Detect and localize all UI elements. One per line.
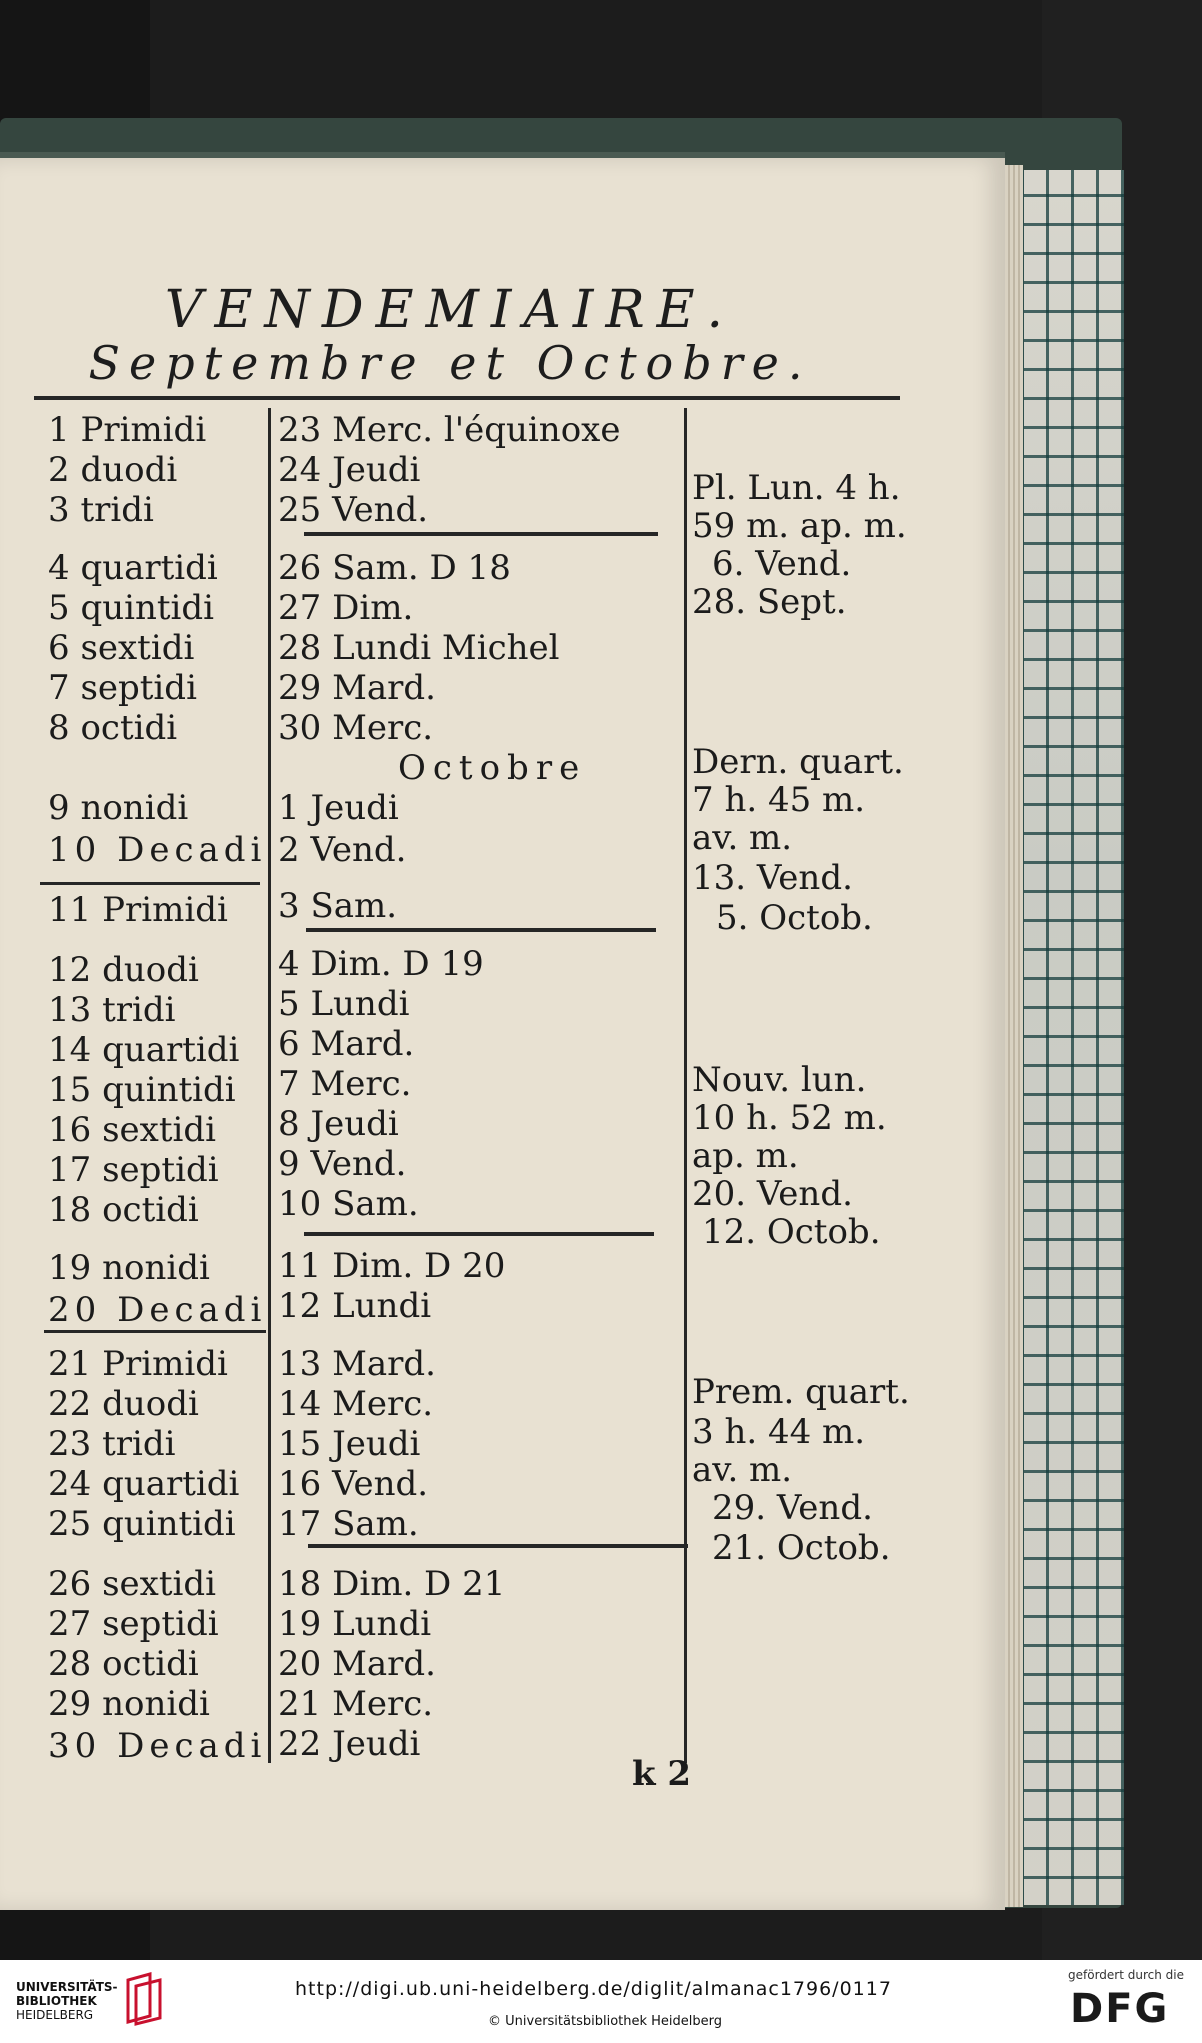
republican-day: 27 septidi [48,1604,219,1644]
column-divider-right [684,408,687,1763]
copyright-notice: © Universitätsbibliothek Heidelberg [488,2014,723,2029]
moon-note: 59 m. ap. m. [692,506,907,546]
month-heading-octobre: Octobre [398,748,587,788]
republican-day: 5 quintidi [48,588,215,628]
decade-rule-2 [44,1330,266,1333]
week-rule-2 [306,928,656,932]
library-name [16,1980,118,2022]
republican-day: 4 quartidi [48,548,218,588]
moon-note: 10 h. 52 m. [692,1098,887,1138]
moon-note: 21. Octob. [712,1528,891,1568]
moon-note: 28. Sept. [692,582,847,622]
library-line: UNIVERSITÄTS- [16,1980,118,1994]
republican-day: 11 Primidi [48,890,228,930]
gregorian-day: 17 Sam. [278,1504,419,1544]
gregorian-day: 30 Merc. [278,708,434,748]
calendar-page [0,152,1005,1910]
republican-day: 25 quintidi [48,1504,236,1544]
republican-day: 7 septidi [48,668,197,708]
permalink-url[interactable]: http://digi.ub.uni-heidelberg.de/diglit/almanac1796/0117 [295,1978,892,2000]
gregorian-day: 1 Jeudi [278,788,399,828]
republican-day: 8 octidi [48,708,178,748]
library-line: HEIDELBERG [16,2008,94,2022]
republican-day-decadi: 30 Decadi [48,1726,267,1766]
republican-day: 1 Primidi [48,410,207,450]
gregorian-day: 14 Merc. [278,1384,434,1424]
gregorian-day: 15 Jeudi [278,1424,421,1464]
gregorian-day: 3 Sam. [278,886,398,926]
republican-day: 12 duodi [48,950,199,990]
gregorian-day: 26 Sam. D 18 [278,548,511,588]
gregorian-day: 28 Lundi Michel [278,628,560,668]
republican-day-decadi: 20 Decadi [48,1290,267,1330]
marbled-edge [1020,170,1124,1905]
moon-note: 12. Octob. [702,1212,881,1252]
republican-day: 9 nonidi [48,788,189,828]
dfg-logo: DFG [1070,1986,1170,2032]
moon-note: Nouv. lun. [692,1060,867,1100]
gregorian-day: 10 Sam. [278,1184,419,1224]
week-rule-3 [304,1232,654,1236]
republican-day: 19 nonidi [48,1248,210,1288]
gregorian-day: 11 Dim. D 20 [278,1246,506,1286]
moon-note: 20. Vend. [692,1174,853,1214]
moon-note: 3 h. 44 m. [692,1412,866,1452]
gregorian-day: 8 Jeudi [278,1104,399,1144]
header-rule [34,396,900,400]
moon-note: 7 h. 45 m. [692,780,866,820]
moon-note: av. m. [692,1450,793,1490]
moon-note: Dern. quart. [692,742,904,782]
library-line: BIBLIOTHEK [16,1994,97,2008]
gregorian-day: 4 Dim. D 19 [278,944,484,984]
moon-note: av. m. [692,818,793,858]
week-rule-4 [308,1544,688,1548]
moon-note: ap. m. [692,1136,799,1176]
republican-day: 18 octidi [48,1190,199,1230]
column-divider-left [268,408,271,1763]
republican-day: 2 duodi [48,450,178,490]
republican-day: 21 Primidi [48,1344,228,1384]
republican-day-decadi: 10 Decadi [48,830,267,870]
gregorian-day: 20 Mard. [278,1644,436,1684]
gregorian-day: 27 Dim. [278,588,414,628]
republican-day: 26 sextidi [48,1564,216,1604]
gregorian-day: 22 Jeudi [278,1724,421,1764]
republican-day: 23 tridi [48,1424,176,1464]
decade-rule-1 [40,882,260,885]
funding-note: gefördert durch die [1068,1968,1184,1982]
gregorian-day: 25 Vend. [278,490,429,530]
moon-note: Prem. quart. [692,1372,910,1412]
gregorian-day: 6 Mard. [278,1024,415,1064]
republican-day: 3 tridi [48,490,154,530]
republican-day: 16 sextidi [48,1110,216,1150]
footer-bar [0,1960,1202,2043]
moon-note: Pl. Lun. 4 h. [692,468,901,508]
gregorian-day: 7 Merc. [278,1064,412,1104]
gregorian-day: 24 Jeudi [278,450,421,490]
moon-note: 5. Octob. [716,898,873,938]
gregorian-day: 2 Vend. [278,830,407,870]
gregorian-day: 13 Mard. [278,1344,436,1384]
gregorian-day: 19 Lundi [278,1604,432,1644]
republican-day: 13 tridi [48,990,176,1030]
republican-day: 22 duodi [48,1384,199,1424]
republican-day: 17 septidi [48,1150,219,1190]
republican-day: 29 nonidi [48,1684,210,1724]
moon-note: 6. Vend. [712,544,852,584]
signature-mark: k 2 [632,1754,692,1794]
moon-note: 13. Vend. [692,858,853,898]
gregorian-day: 16 Vend. [278,1464,429,1504]
republican-day: 15 quintidi [48,1070,236,1110]
moon-note: 29. Vend. [712,1488,873,1528]
gregorian-day: 21 Merc. [278,1684,434,1724]
week-rule-1 [304,532,658,536]
page-subtitle: Septembre et Octobre. [88,336,812,390]
republican-day: 14 quartidi [48,1030,240,1070]
gregorian-day: 5 Lundi [278,984,410,1024]
gregorian-day: 29 Mard. [278,668,436,708]
page-title: VENDEMIAIRE. [164,280,736,340]
gregorian-day: 18 Dim. D 21 [278,1564,506,1604]
republican-day: 6 sextidi [48,628,195,668]
library-logo-icon [122,1970,166,2028]
gregorian-day: 23 Merc. l'équinoxe [278,410,621,450]
gregorian-day: 12 Lundi [278,1286,432,1326]
gregorian-day: 9 Vend. [278,1144,407,1184]
republican-day: 24 quartidi [48,1464,240,1504]
republican-day: 28 octidi [48,1644,199,1684]
